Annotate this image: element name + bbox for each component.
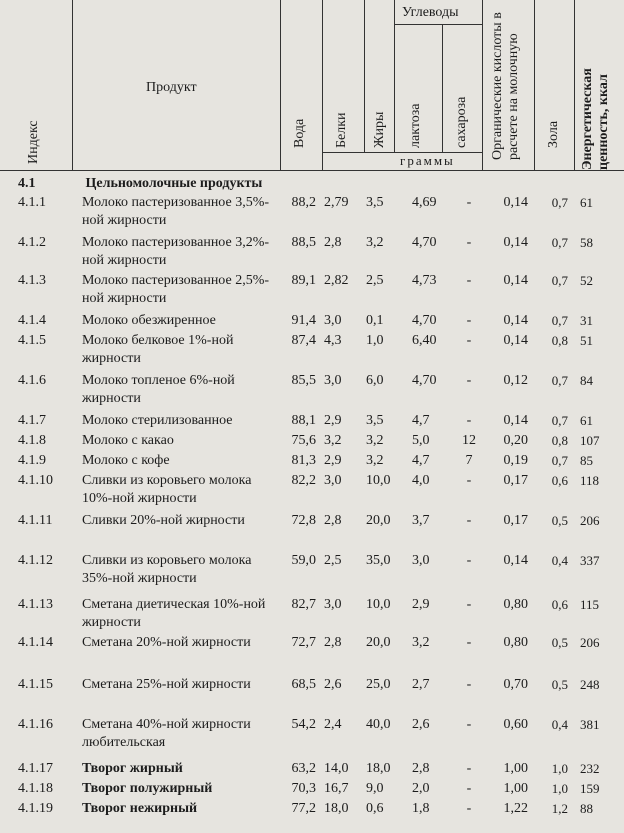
row-ash: 1,0 [551, 781, 568, 796]
row-water: 89,1 [291, 273, 316, 288]
section-index: 4.1 [18, 176, 36, 191]
table-header [0, 0, 624, 172]
row-lactose: 2,6 [412, 717, 430, 732]
row-water: 88,5 [291, 235, 316, 250]
row-index: 4.1.10 [18, 473, 53, 488]
row-sucrose: - [466, 235, 472, 250]
header-lactose: лактоза [408, 103, 423, 148]
row-water: 82,7 [291, 597, 316, 612]
row-energy-kcal: 381 [580, 717, 600, 732]
row-fat: 3,2 [366, 235, 384, 250]
row-protein: 3,0 [324, 597, 342, 612]
row-fat: 3,2 [366, 453, 384, 468]
row-energy-kcal: 248 [580, 677, 600, 692]
row-organic-acids: 0,17 [503, 473, 528, 488]
row-ash: 1,0 [551, 761, 568, 776]
row-index: 4.1.5 [18, 333, 46, 348]
row-water: 91,4 [291, 313, 316, 328]
row-product-name: Молоко пастеризованное 3,2%-ной жирности [82, 235, 270, 268]
row-product-name: Сливки из коровьего молока 10%-ной жирности [82, 473, 252, 506]
row-water: 77,2 [291, 801, 316, 816]
header-water: Вода [292, 118, 307, 148]
row-fat: 10,0 [366, 473, 391, 488]
row-product-name: Молоко с кофе [82, 453, 170, 468]
row-ash: 0,7 [551, 273, 568, 288]
row-index: 4.1.18 [18, 781, 53, 796]
row-protein: 2,4 [324, 717, 342, 732]
row-energy-kcal: 31 [580, 313, 593, 328]
row-ash: 0,4 [551, 717, 568, 732]
row-organic-acids: 1,22 [503, 801, 528, 816]
row-water: 72,7 [291, 635, 316, 650]
header-energy: Энергетическая ценность, ккал [580, 68, 611, 170]
row-sucrose: - [466, 473, 472, 488]
row-energy-kcal: 206 [580, 635, 600, 650]
row-index: 4.1.11 [18, 513, 53, 528]
row-product-name: Молоко белковое 1%-ной жирности [82, 333, 234, 366]
row-ash: 1,2 [551, 801, 568, 816]
row-water: 85,5 [291, 373, 316, 388]
row-lactose: 6,40 [412, 333, 437, 348]
row-water: 88,1 [291, 413, 316, 428]
row-ash: 0,5 [551, 513, 568, 528]
row-fat: 0,1 [366, 313, 384, 328]
header-fat: Жиры [372, 111, 387, 148]
row-water: 75,6 [291, 433, 316, 448]
row-lactose: 4,73 [412, 273, 437, 288]
row-sucrose: - [466, 413, 472, 428]
row-energy-kcal: 88 [580, 801, 593, 816]
row-lactose: 2,9 [412, 597, 430, 612]
row-water: 81,3 [291, 453, 316, 468]
row-organic-acids: 1,00 [503, 761, 528, 776]
row-ash: 0,7 [551, 313, 568, 328]
row-lactose: 4,7 [412, 453, 430, 468]
row-organic-acids: 0,14 [503, 195, 528, 210]
row-ash: 0,7 [551, 373, 568, 388]
row-fat: 25,0 [366, 677, 391, 692]
row-sucrose: - [466, 801, 472, 816]
row-lactose: 3,2 [412, 635, 430, 650]
row-organic-acids: 0,14 [503, 553, 528, 568]
row-ash: 0,6 [551, 473, 568, 488]
row-lactose: 2,7 [412, 677, 430, 692]
row-index: 4.1.14 [18, 635, 53, 650]
row-energy-kcal: 337 [580, 553, 600, 568]
row-lactose: 5,0 [412, 433, 430, 448]
row-fat: 2,5 [366, 273, 384, 288]
row-water: 68,5 [291, 677, 316, 692]
row-product-name: Сметана диетическая 10%-ной жирности [82, 597, 266, 630]
row-lactose: 4,7 [412, 413, 430, 428]
row-lactose: 2,8 [412, 761, 430, 776]
row-water: 88,2 [291, 195, 316, 210]
row-ash: 0,7 [551, 235, 568, 250]
row-index: 4.1.1 [18, 195, 46, 210]
row-ash: 0,7 [551, 413, 568, 428]
row-organic-acids: 0,14 [503, 413, 528, 428]
row-sucrose: - [466, 677, 472, 692]
row-index: 4.1.7 [18, 413, 46, 428]
row-energy-kcal: 159 [580, 781, 600, 796]
row-sucrose: - [466, 597, 472, 612]
row-fat: 35,0 [366, 553, 391, 568]
row-protein: 2,8 [324, 635, 342, 650]
row-product-name: Сметана 25%-ной жирности [82, 677, 251, 692]
row-organic-acids: 1,00 [503, 781, 528, 796]
row-lactose: 4,70 [412, 373, 437, 388]
row-index: 4.1.13 [18, 597, 53, 612]
row-protein: 18,0 [324, 801, 349, 816]
row-lactose: 4,69 [412, 195, 437, 210]
row-energy-kcal: 52 [580, 273, 593, 288]
row-protein: 3,0 [324, 313, 342, 328]
row-organic-acids: 0,12 [503, 373, 528, 388]
row-sucrose: - [466, 513, 472, 528]
row-product-name: Молоко стерилизованное [82, 413, 233, 428]
row-sucrose: - [466, 635, 472, 650]
header-ash: Зола [546, 120, 561, 148]
row-energy-kcal: 85 [580, 453, 593, 468]
row-fat: 9,0 [366, 781, 384, 796]
row-lactose: 2,0 [412, 781, 430, 796]
row-water: 54,2 [291, 717, 316, 732]
row-energy-kcal: 232 [580, 761, 600, 776]
row-protein: 2,8 [324, 235, 342, 250]
row-sucrose: - [466, 781, 472, 796]
row-ash: 0,4 [551, 553, 568, 568]
row-protein: 2,82 [324, 273, 349, 288]
row-organic-acids: 0,14 [503, 273, 528, 288]
row-product-name: Сметана 20%-ной жирности [82, 635, 251, 650]
header-product: Продукт [146, 80, 197, 95]
row-ash: 0,7 [551, 195, 568, 210]
row-organic-acids: 0,14 [503, 235, 528, 250]
row-product-name: Молоко топленое 6%-ной жирности [82, 373, 235, 406]
row-index: 4.1.2 [18, 235, 46, 250]
row-index: 4.1.4 [18, 313, 46, 328]
row-energy-kcal: 61 [580, 413, 593, 428]
row-fat: 20,0 [366, 635, 391, 650]
row-product-name: Сметана 40%-ной жирности любительская [82, 717, 251, 750]
row-lactose: 1,8 [412, 801, 430, 816]
row-energy-kcal: 206 [580, 513, 600, 528]
row-lactose: 3,0 [412, 553, 430, 568]
row-lactose: 4,70 [412, 313, 437, 328]
row-energy-kcal: 115 [580, 597, 600, 612]
row-sucrose: - [466, 761, 472, 776]
row-ash: 0,8 [551, 333, 568, 348]
row-protein: 14,0 [324, 761, 349, 776]
row-ash: 0,6 [551, 597, 568, 612]
row-product-name: Творог нежирный [82, 801, 198, 816]
row-index: 4.1.9 [18, 453, 46, 468]
row-energy-kcal: 107 [580, 433, 600, 448]
row-index: 4.1.17 [18, 761, 53, 776]
row-water: 59,0 [291, 553, 316, 568]
row-sucrose: - [466, 313, 472, 328]
row-sucrose: - [466, 195, 472, 210]
row-fat: 40,0 [366, 717, 391, 732]
row-organic-acids: 0,19 [503, 453, 528, 468]
row-lactose: 4,70 [412, 235, 437, 250]
row-protein: 2,9 [324, 413, 342, 428]
row-protein: 2,5 [324, 553, 342, 568]
row-energy-kcal: 84 [580, 373, 593, 388]
row-product-name: Творог жирный [82, 761, 183, 776]
row-product-name: Молоко с какао [82, 433, 174, 448]
header-protein: Белки [334, 112, 349, 148]
row-energy-kcal: 58 [580, 235, 593, 250]
row-fat: 6,0 [366, 373, 384, 388]
row-organic-acids: 0,17 [503, 513, 528, 528]
header-grams: граммы [400, 153, 455, 168]
row-ash: 0,5 [551, 635, 568, 650]
row-sucrose: 7 [465, 453, 473, 468]
row-organic-acids: 0,70 [503, 677, 528, 692]
row-product-name: Молоко пастеризованное 2,5%-ной жирности [82, 273, 270, 306]
row-organic-acids: 0,14 [503, 313, 528, 328]
row-water: 72,8 [291, 513, 316, 528]
row-protein: 3,0 [324, 373, 342, 388]
header-index: Индекс [26, 120, 41, 164]
row-organic-acids: 0,20 [503, 433, 528, 448]
row-fat: 1,0 [366, 333, 384, 348]
row-water: 82,2 [291, 473, 316, 488]
row-index: 4.1.6 [18, 373, 46, 388]
header-carbs-group: Углеводы [402, 5, 459, 20]
row-organic-acids: 0,80 [503, 635, 528, 650]
row-protein: 3,0 [324, 473, 342, 488]
row-fat: 3,2 [366, 433, 384, 448]
row-fat: 18,0 [366, 761, 391, 776]
row-index: 4.1.15 [18, 677, 53, 692]
header-organic-acids: Органические кислоты в расчете на молочную [490, 12, 521, 160]
row-product-name: Сливки из коровьего молока 35%-ной жирности [82, 553, 252, 586]
row-sucrose: - [466, 373, 472, 388]
row-ash: 0,5 [551, 677, 568, 692]
row-organic-acids: 0,60 [503, 717, 528, 732]
row-index: 4.1.8 [18, 433, 46, 448]
row-sucrose: 12 [462, 433, 476, 448]
row-fat: 10,0 [366, 597, 391, 612]
row-organic-acids: 0,14 [503, 333, 528, 348]
row-water: 70,3 [291, 781, 316, 796]
row-organic-acids: 0,80 [503, 597, 528, 612]
row-protein: 4,3 [324, 333, 342, 348]
row-protein: 2,6 [324, 677, 342, 692]
row-water: 63,2 [291, 761, 316, 776]
row-sucrose: - [466, 553, 472, 568]
row-product-name: Сливки 20%-ной жирности [82, 513, 245, 528]
row-fat: 0,6 [366, 801, 384, 816]
row-sucrose: - [466, 273, 472, 288]
header-sucrose: сахароза [454, 96, 469, 148]
row-energy-kcal: 61 [580, 195, 593, 210]
row-index: 4.1.19 [18, 801, 53, 816]
row-sucrose: - [466, 717, 472, 732]
row-sucrose: - [466, 333, 472, 348]
row-protein: 2,8 [324, 513, 342, 528]
row-ash: 0,7 [551, 453, 568, 468]
row-fat: 3,5 [366, 413, 384, 428]
row-fat: 20,0 [366, 513, 391, 528]
row-protein: 2,79 [324, 195, 349, 210]
row-product-name: Молоко пастеризованное 3,5%-ной жирности [82, 195, 270, 228]
row-water: 87,4 [291, 333, 316, 348]
row-index: 4.1.12 [18, 553, 53, 568]
row-energy-kcal: 118 [580, 473, 600, 488]
row-protein: 16,7 [324, 781, 349, 796]
row-product-name: Творог полужирный [82, 781, 213, 796]
section-heading [18, 176, 262, 192]
row-lactose: 4,0 [412, 473, 430, 488]
row-fat: 3,5 [366, 195, 384, 210]
row-ash: 0,8 [551, 433, 568, 448]
row-protein: 3,2 [324, 433, 342, 448]
row-protein: 2,9 [324, 453, 342, 468]
row-product-name: Молоко обезжиренное [82, 313, 216, 328]
section-title: Цельномолочные продукты [85, 176, 263, 191]
row-index: 4.1.3 [18, 273, 46, 288]
row-lactose: 3,7 [412, 513, 430, 528]
row-energy-kcal: 51 [580, 333, 593, 348]
row-index: 4.1.16 [18, 717, 53, 732]
